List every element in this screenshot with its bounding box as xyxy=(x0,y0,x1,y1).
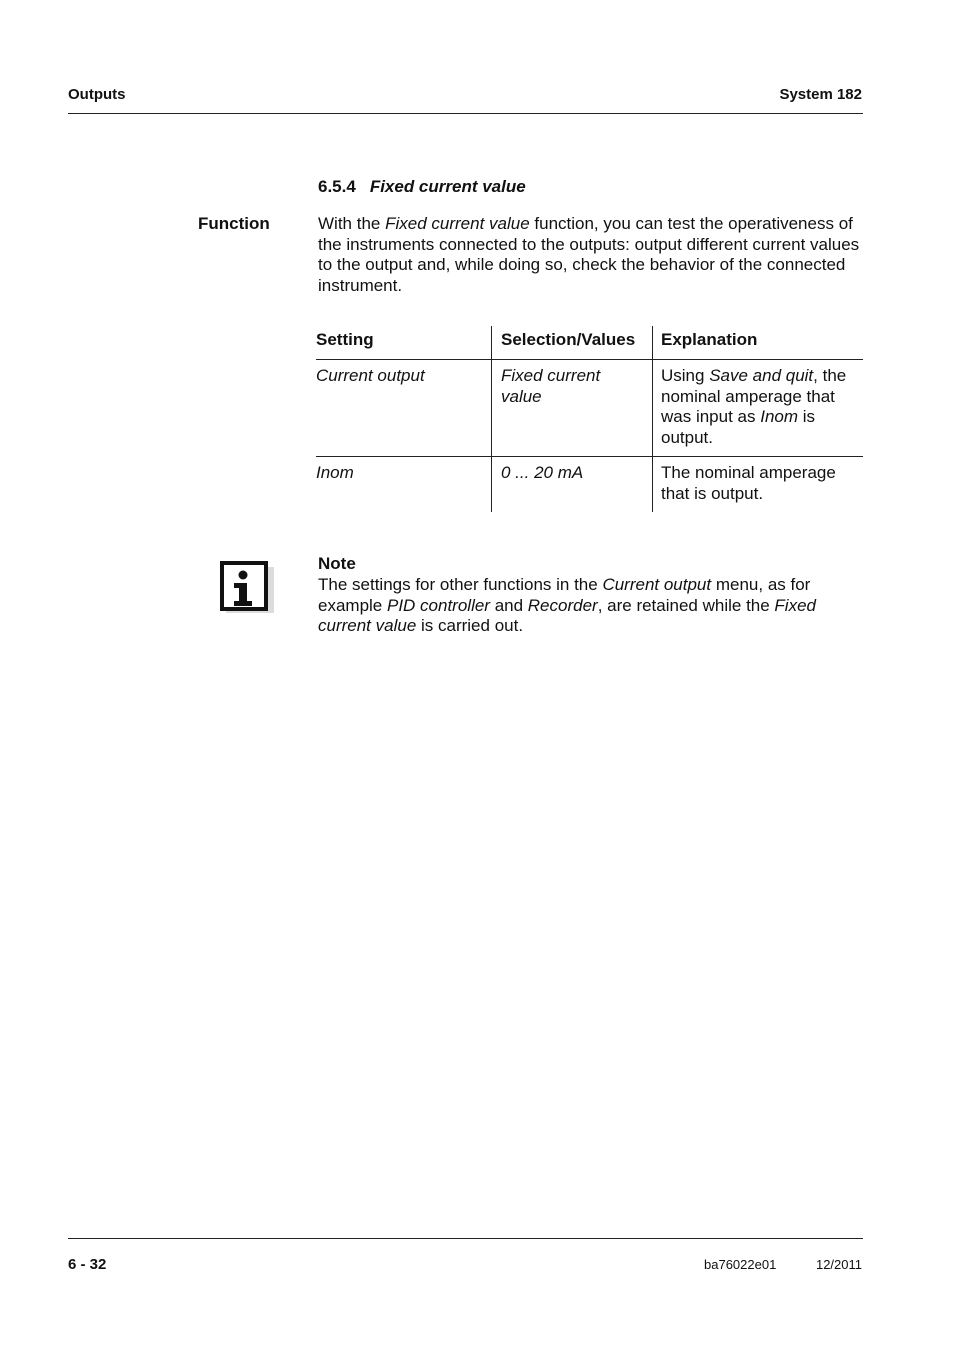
info-icon xyxy=(220,561,274,613)
note-title: Note xyxy=(318,554,356,573)
footer-divider xyxy=(68,1238,863,1239)
note-text-part: menu, as for example xyxy=(318,575,811,615)
table-row xyxy=(316,360,863,457)
selection-line: value xyxy=(501,386,542,406)
note-emphasis: Current output xyxy=(602,575,712,594)
setting-cell: Inom xyxy=(316,463,354,482)
note-text xyxy=(318,575,863,637)
selection-cell: 0 ... 20 mA xyxy=(492,457,653,513)
header-section-title: Outputs xyxy=(68,86,126,103)
note-emphasis: PID controller xyxy=(386,595,490,615)
function-text-emphasis: Fixed current value xyxy=(385,214,530,233)
selection-line: Fixed current xyxy=(501,366,601,385)
selection-cell xyxy=(492,360,653,457)
column-header-setting: Setting xyxy=(316,326,492,360)
explanation-cell: The nominal amperage that is output. xyxy=(653,457,864,513)
function-paragraph xyxy=(318,214,863,297)
note-emphasis: Recorder xyxy=(527,595,598,615)
explanation-emphasis: Inom xyxy=(760,407,799,426)
function-text-part: function, you can test the operativeness of the instruments connected to the outputs: output different current values to the output and, while doing so, check the behavior of the connected instrument. xyxy=(318,214,860,296)
note-text-part: , are retained while the xyxy=(597,595,775,615)
section-heading xyxy=(318,177,526,197)
function-label: Function xyxy=(198,214,270,233)
explanation-text: Using xyxy=(661,366,710,385)
header-product-title: System 182 xyxy=(779,86,862,103)
note-text-part: The settings for other functions in the xyxy=(318,575,603,594)
document-id: ba76022e01 xyxy=(704,1257,777,1272)
note-emphasis: Fixed current value xyxy=(318,595,816,636)
header-divider xyxy=(68,113,863,114)
document-date: 12/2011 xyxy=(815,1257,862,1272)
settings-table xyxy=(316,326,863,512)
note-text-part: and xyxy=(489,595,528,615)
explanation-cell xyxy=(653,360,864,457)
function-text-part: With the xyxy=(318,214,386,233)
section-number: 6.5.4 xyxy=(318,177,356,196)
table-row xyxy=(316,457,863,513)
page-number: 6 - 32 xyxy=(68,1256,107,1273)
explanation-text: , the nominal amperage that was input as xyxy=(661,366,847,426)
column-header-selection: Selection/Values xyxy=(492,326,653,360)
setting-cell: Current output xyxy=(316,360,492,457)
section-title: Fixed current value xyxy=(369,177,526,196)
explanation-text: is output. xyxy=(661,407,816,447)
table-header-row xyxy=(316,326,863,360)
explanation-emphasis: Save and quit xyxy=(709,366,814,385)
note-text-part: is carried out. xyxy=(416,616,524,636)
column-header-explanation: Explanation xyxy=(653,326,864,360)
